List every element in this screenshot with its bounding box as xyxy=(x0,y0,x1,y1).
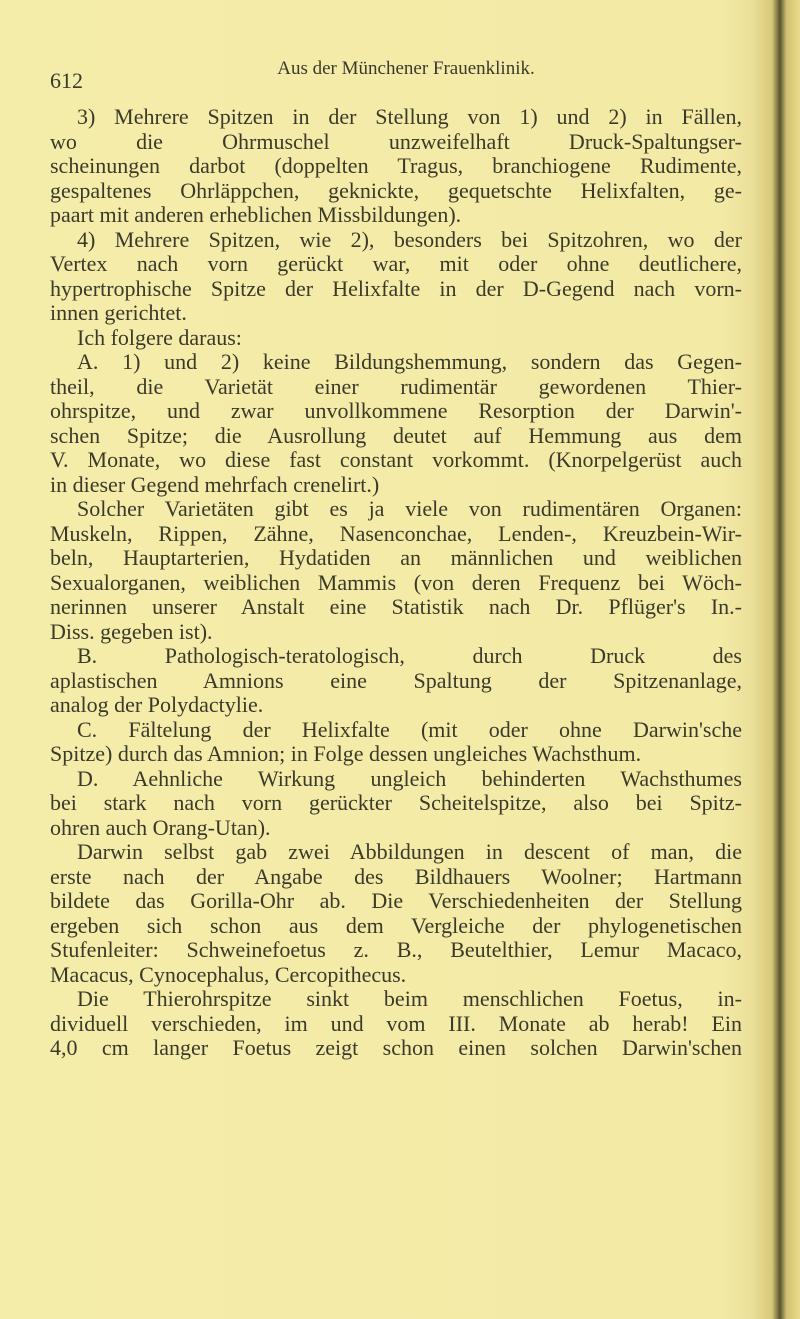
page-number: 612 xyxy=(50,68,83,93)
text-line: Stufenleiter: Schweinefoetus z. B., Beutelthier, Lemur Macaco, xyxy=(50,938,742,962)
running-title: Aus der Münchener Frauenklinik. xyxy=(277,58,535,79)
text-line: ohrspitze, und zwar unvollkommene Resorption der Darwin'- xyxy=(50,399,742,423)
text-line: aplastischen Amnions eine Spaltung der Spitzenanlage, xyxy=(50,668,742,693)
text-line: ohren auch Orang-Utan). xyxy=(50,815,271,840)
text-line: Vertex nach vorn gerückt war, mit oder ohne deutlichere, xyxy=(50,252,742,276)
text-line: beln, Hauptarterien, Hydatiden an männlichen und weiblichen xyxy=(50,546,742,570)
text-line: in dieser Gegend mehrfach crenelirt.) xyxy=(50,472,380,497)
text-line: ergeben sich schon aus dem Vergleiche der phylogenetischen xyxy=(50,913,742,938)
text-line: erste nach der Angabe des Bildhauers Woolner; Hartmann xyxy=(50,864,742,889)
text-line: wo die Ohrmuschel unzweifelhaft Druck-Spaltungser- xyxy=(50,129,742,154)
text-line: 4) Mehrere Spitzen, wie 2), besonders bei Spitzohren, wo der xyxy=(77,227,742,252)
text-line: gespaltenes Ohrläppchen, geknickte, gequetschte Helixfalten, ge- xyxy=(50,178,742,203)
text-line: D. Aehnliche Wirkung ungleich behinderten Wachsthumes xyxy=(77,766,742,791)
text-line: 4,0 cm langer Foetus zeigt schon einen solchen Darwin'schen xyxy=(50,1036,742,1060)
page-header xyxy=(50,58,742,93)
text-line: scheinungen darbot (doppelten Tragus, branchiogene Rudimente, xyxy=(50,154,742,178)
text-line: bei stark nach vorn gerückter Scheitelspitze, also bei Spitz- xyxy=(50,791,742,815)
text-line: Diss. gegeben ist). xyxy=(50,619,213,644)
body-text xyxy=(50,105,742,1061)
text-line: Muskeln, Rippen, Zähne, Nasenconchae, Lenden-, Kreuzbein-Wir- xyxy=(50,521,742,546)
text-line: C. Fältelung der Helixfalte (mit oder ohne Darwin'sche xyxy=(77,717,742,742)
text-line: B. Pathologisch-teratologisch, durch Druck des xyxy=(77,644,742,668)
text-line: dividuell verschieden, im und vom III. Monate ab herab! Ein xyxy=(50,1011,742,1036)
text-line: Darwin selbst gab zwei Abbildungen in descent of man, die xyxy=(77,840,742,864)
text-line: A. 1) und 2) keine Bildungshemmung, sondern das Gegen- xyxy=(77,350,742,374)
text-line: schen Spitze; die Ausrollung deutet auf Hemmung aus dem xyxy=(50,423,742,448)
text-line: innen gerichtet. xyxy=(50,301,187,325)
text-line: nerinnen unserer Anstalt eine Statistik nach Dr. Pflüger's In.- xyxy=(50,595,742,619)
text-line: bildete das Gorilla-Ohr ab. Die Verschiedenheiten der Stellung xyxy=(50,889,742,913)
text-line: V. Monate, wo diese fast constant vorkommt. (Knorpelgerüst auch xyxy=(50,448,742,472)
text-line: Ich folgere daraus: xyxy=(77,325,242,350)
text-line: hypertrophische Spitze der Helixfalte in der D-Gegend nach vorn- xyxy=(50,276,742,301)
text-line: paart mit anderen erheblichen Missbildungen). xyxy=(50,203,462,227)
text-line: theil, die Varietät einer rudimentär gewordenen Thier- xyxy=(50,374,742,399)
text-line: Spitze) durch das Amnion; in Folge dessen ungleiches Wachsthum. xyxy=(50,742,642,766)
text-line: Macacus, Cynocephalus, Cercopithecus. xyxy=(50,962,407,987)
text-line: Die Thierohrspitze sinkt beim menschlichen Foetus, in- xyxy=(77,987,742,1011)
text-line: analog der Polydactylie. xyxy=(50,693,264,717)
text-line: 3) Mehrere Spitzen in der Stellung von 1) und 2) in Fällen, xyxy=(77,105,742,129)
text-line: Sexualorganen, weiblichen Mammis (von deren Frequenz bei Wöch- xyxy=(50,570,742,595)
text-line: Solcher Varietäten gibt es ja viele von rudimentären Organen: xyxy=(77,497,742,521)
